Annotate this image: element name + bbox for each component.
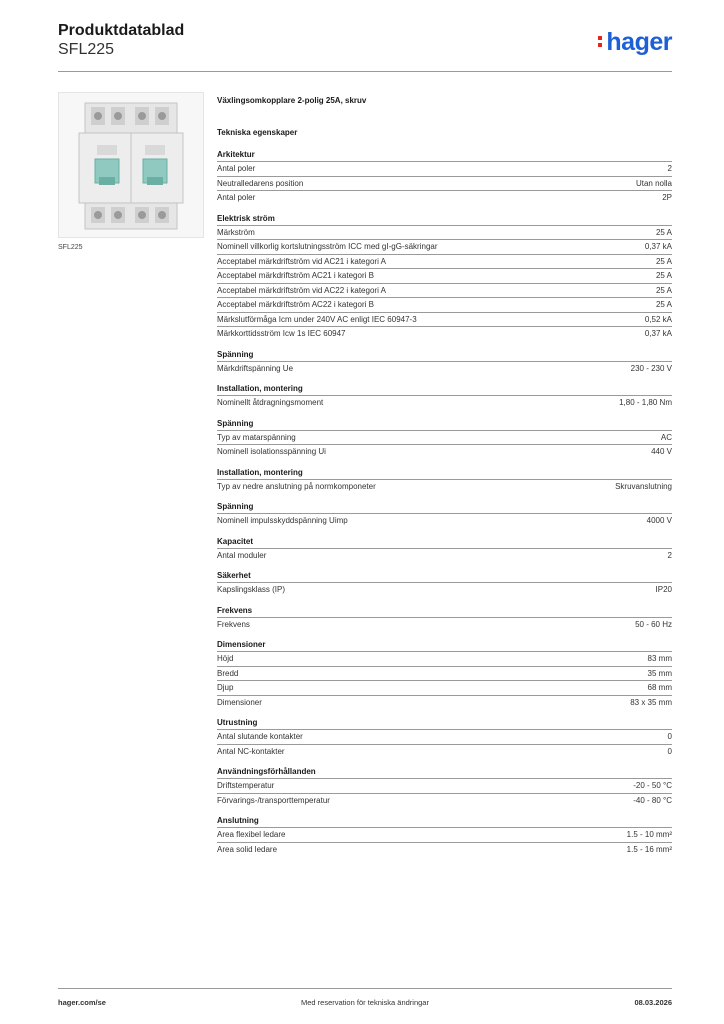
spec-value: 0,37 kA [644,242,672,251]
header-divider [58,71,672,72]
hager-logo [598,28,672,56]
spec-label: Djup [217,683,234,692]
spec-group-title: Utrustning [217,718,258,727]
spec-label: Antal poler [217,193,256,202]
footer-disclaimer: Med reservation för tekniska ändringar [301,998,429,1007]
spec-group [217,214,672,341]
spec-group [217,468,672,494]
spec-group-title: Säkerhet [217,571,251,580]
spec-row [217,842,672,857]
spec-group-title: Installation, montering [217,384,303,393]
spec-value: 25 A [655,285,672,295]
spec-value: 0,37 kA [644,329,672,338]
footer-website[interactable]: hager.com/se [58,998,106,1007]
spec-label: Antal NC-kontakter [217,746,285,756]
spec-row [217,582,672,597]
spec-row [217,744,672,759]
spec-value: 83 x 35 mm [630,697,672,707]
spec-row [217,361,672,376]
spec-row [217,793,672,808]
spec-groups [217,150,672,856]
spec-row [217,444,672,459]
spec-label: Nominell impulsskyddspänning Uimp [217,516,348,525]
spec-label: Dimensioner [217,697,262,707]
document-title: Produktdatablad [58,22,185,39]
spec-label: Area solid ledare [217,844,278,854]
spec-value: 50 - 60 Hz [635,619,672,629]
spec-row [217,695,672,710]
logo-text: hager [606,28,672,56]
spec-value: -20 - 50 °C [633,781,672,790]
spec-value: 25 A [655,256,672,266]
spec-group-title: Kapacitet [217,536,254,546]
spec-group-title: Installation, montering [217,467,303,477]
spec-value: 1.5 - 16 mm² [626,844,672,854]
spec-row [217,513,672,528]
spec-group [217,537,672,563]
spec-label: Antal poler [217,164,256,173]
spec-row [217,680,672,695]
spec-value: 0,52 kA [644,314,672,324]
spec-row [217,617,672,632]
spec-row [217,778,672,793]
spec-group-title: Dimensioner [217,640,266,649]
spec-group [217,816,672,856]
spec-content [217,96,672,865]
spec-label: Acceptabel märkdriftström vid AC22 i kategori A [217,285,386,295]
spec-group-title: Elektrisk ström [217,213,275,223]
spec-row [217,479,672,494]
spec-label: Typ av nedre anslutning på normkomponeter [217,481,376,491]
spec-group [217,502,672,528]
spec-group-title: Användningsförhållanden [217,767,316,776]
spec-value: 230 - 230 V [630,363,672,373]
spec-label: Märkström [217,227,255,237]
spec-label: Nominell villkorlig kortslutningsström ICC med gI-gG-säkringar [217,242,438,251]
spec-group [217,150,672,205]
spec-label: Acceptabel märkdriftström vid AC21 i kategori A [217,256,386,266]
spec-value: 83 mm [647,654,672,663]
spec-label: Acceptabel märkdriftström AC22 i kategori B [217,300,374,309]
spec-group-title: Frekvens [217,605,253,615]
spec-row [217,651,672,666]
spec-row [217,312,672,327]
spec-label: Höjd [217,654,234,663]
document-subtitle: SFL225 [58,41,115,58]
spec-label: Area flexibel ledare [217,830,286,839]
spec-value: -40 - 80 °C [633,795,672,805]
spec-group-title: Anslutning [217,816,259,825]
spec-row [217,827,672,842]
spec-row [217,176,672,191]
spec-value: 4000 V [646,516,672,525]
spec-value: 2 [667,164,672,173]
spec-value: 1,80 - 1,80 Nm [619,398,672,407]
spec-row [217,283,672,298]
spec-row [217,666,672,681]
spec-label: Kapslingsklass (IP) [217,585,286,594]
spec-label: Nominell isolationsspänning Ui [217,447,326,456]
footer-divider [58,988,672,989]
product-image [58,92,204,238]
spec-label: Antal moduler [217,550,267,560]
spec-row [217,190,672,205]
spec-label: Neutralledarens position [217,178,304,188]
spec-row [217,430,672,445]
spec-value: 440 V [651,447,672,456]
spec-group-title: Spänning [217,502,254,511]
spec-value: 25 A [655,271,672,280]
spec-row [217,729,672,744]
spec-row [217,326,672,341]
spec-value: 1.5 - 10 mm² [626,830,672,839]
spec-value: 35 mm [647,668,672,678]
spec-value: Skruvanslutning [615,481,672,491]
logo-dots-icon [598,28,604,47]
spec-value: 25 A [655,227,672,237]
spec-label: Nominellt åtdragningsmoment [217,398,324,407]
spec-label: Antal slutande kontakter [217,732,303,741]
spec-group [217,767,672,807]
image-caption: SFL225 [58,244,83,251]
spec-row [217,297,672,312]
switch-device-icon [59,93,203,237]
spec-label: Märkdriftspänning Ue [217,363,294,373]
spec-value: 2 [667,550,672,560]
spec-row [217,225,672,240]
spec-group [217,384,672,410]
spec-group [217,718,672,758]
spec-group-title: Spänning [217,418,254,428]
spec-label: Acceptabel märkdriftström AC21 i kategori B [217,271,374,280]
spec-label: Driftstemperatur [217,781,275,790]
spec-group [217,350,672,376]
spec-group [217,571,672,597]
spec-label: Märkkorttidsström Icw 1s IEC 60947 [217,329,346,338]
spec-value: AC [660,432,672,442]
spec-group [217,606,672,632]
spec-row [217,548,672,563]
spec-group-title: Spänning [217,349,254,359]
spec-value: 0 [667,746,672,756]
product-description: Växlingsomkopplare 2-polig 25A, skruv [217,96,367,105]
spec-row [217,395,672,410]
footer-date: 08.03.2026 [634,998,672,1007]
spec-row [217,161,672,176]
spec-value: 0 [667,732,672,741]
spec-row [217,268,672,283]
spec-label: Förvarings-/transporttemperatur [217,795,330,805]
page-header [58,22,672,72]
spec-value: 68 mm [647,683,672,692]
spec-group [217,419,672,459]
spec-value: Utan nolla [635,178,672,188]
spec-group-title: Arkitektur [217,150,255,159]
section-title: Tekniska egenskaper [217,128,298,137]
spec-value: 25 A [655,300,672,309]
spec-label: Bredd [217,668,239,678]
spec-label: Frekvens [217,619,250,629]
spec-label: Typ av matarspänning [217,432,296,442]
spec-row [217,254,672,269]
spec-value: 2P [662,193,672,202]
spec-row [217,239,672,254]
spec-group [217,640,672,709]
spec-label: Märkslutförmåga Icm under 240V AC enligt IEC 60947-3 [217,314,417,324]
spec-value: IP20 [655,585,672,594]
